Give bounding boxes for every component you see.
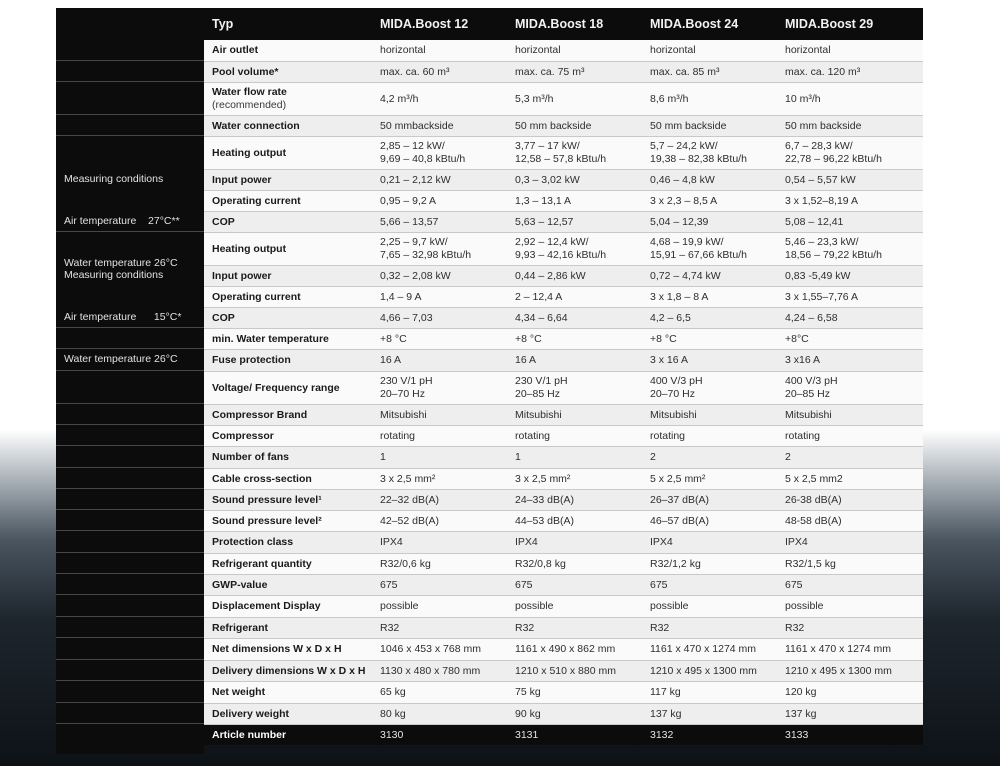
column-header: MIDA.Boost 24 [642, 8, 777, 40]
group-1-line: Water temperature 26°C [64, 257, 178, 269]
cell-value: 4,2 – 6,5 [642, 307, 777, 328]
table-row [204, 468, 923, 489]
cell-value: +8 °C [372, 328, 507, 349]
group-1-line: Air temperature 27°C** [64, 215, 180, 227]
table-row [204, 307, 923, 328]
article-number-value: 3133 [777, 724, 923, 745]
cell-value [642, 136, 777, 169]
cell-value: 10 m³/h [777, 82, 923, 115]
row-label: Voltage/ Frequency range [204, 371, 372, 404]
cell-value [372, 371, 507, 404]
table-row [204, 553, 923, 574]
cell-value: 1,4 – 9 A [372, 286, 507, 307]
group-1-line: Measuring conditions [64, 173, 164, 185]
row-label: Sound pressure level¹ [204, 489, 372, 510]
cell-value: 5,04 – 12,39 [642, 211, 777, 232]
table-row [204, 404, 923, 425]
cell-value: 50 mm backside [777, 115, 923, 136]
left-column-separator [56, 488, 204, 489]
cell-value: Mitsubishi [507, 404, 642, 425]
row-label: Cable cross-section [204, 468, 372, 489]
cell-value: IPX4 [642, 531, 777, 553]
cell-value: rotating [777, 425, 923, 446]
left-column-separator [56, 135, 204, 136]
cell-value: 0,3 – 3,02 kW [507, 169, 642, 190]
cell-value: horizontal [507, 40, 642, 61]
cell-line: 5,46 – 23,3 kW/ [785, 235, 859, 248]
cell-value: 44–53 dB(A) [507, 510, 642, 531]
cell-value: 1210 x 495 x 1300 mm [777, 660, 923, 681]
left-column-separator [56, 594, 204, 595]
cell-value: 1,3 – 13,1 A [507, 190, 642, 211]
cell-value: possible [507, 595, 642, 617]
cell-value: 3 x 16 A [642, 349, 777, 371]
cell-value: 22–32 dB(A) [372, 489, 507, 510]
cell-value [642, 371, 777, 404]
left-column-separator [56, 723, 204, 724]
cell-value: possible [372, 595, 507, 617]
table-row [204, 190, 923, 211]
cell-value: 1 [372, 446, 507, 468]
cell-line: 400 V/3 pH [785, 374, 838, 387]
cell-value: 1210 x 495 x 1300 mm [642, 660, 777, 681]
cell-value: horizontal [372, 40, 507, 61]
group-2-line: Measuring conditions [64, 269, 164, 281]
cell-line: 18,56 – 79,22 kBtu/h [785, 248, 882, 261]
row-label: Delivery dimensions W x D x H [204, 660, 372, 681]
cell-line: 3,77 – 17 kW/ [515, 139, 580, 152]
table-row [204, 265, 923, 286]
cell-value: 5 x 2,5 mm² [642, 468, 777, 489]
row-label: Refrigerant [204, 617, 372, 638]
row-label: Net weight [204, 681, 372, 703]
cell-value: 137 kg [642, 703, 777, 724]
specification-table [204, 8, 923, 745]
cell-value: 50 mmbackside [372, 115, 507, 136]
cell-value: IPX4 [777, 531, 923, 553]
cell-value: 4,34 – 6,64 [507, 307, 642, 328]
cell-value: 0,95 – 9,2 A [372, 190, 507, 211]
cell-value: rotating [642, 425, 777, 446]
table-row [204, 115, 923, 136]
row-label: Heating output [204, 232, 372, 265]
table-row [204, 446, 923, 468]
cell-value: Mitsubishi [777, 404, 923, 425]
table-row [204, 681, 923, 703]
cell-value: 65 kg [372, 681, 507, 703]
cell-value: R32 [642, 617, 777, 638]
table-row [204, 82, 923, 115]
row-label [204, 82, 372, 115]
cell-value: R32/0,6 kg [372, 553, 507, 574]
table-row [204, 531, 923, 553]
row-label: Protection class [204, 531, 372, 553]
table-row [204, 703, 923, 724]
cell-line: 20–85 Hz [515, 387, 560, 400]
cell-value: 0,54 – 5,57 kW [777, 169, 923, 190]
left-column-separator [56, 114, 204, 115]
cell-line: 12,58 – 57,8 kBtu/h [515, 152, 607, 165]
cell-value: max. ca. 60 m³ [372, 61, 507, 82]
cell-value: 80 kg [372, 703, 507, 724]
cell-value: 0,72 – 4,74 kW [642, 265, 777, 286]
row-label: Compressor [204, 425, 372, 446]
cell-value: 26–37 dB(A) [642, 489, 777, 510]
cell-value [507, 136, 642, 169]
cell-value: Mitsubishi [372, 404, 507, 425]
table-row [204, 638, 923, 660]
table-row [204, 489, 923, 510]
article-number-value: 3132 [642, 724, 777, 745]
cell-value [777, 232, 923, 265]
cell-value: 0,44 – 2,86 kW [507, 265, 642, 286]
row-label: Net dimensions W x D x H [204, 638, 372, 660]
column-header: MIDA.Boost 29 [777, 8, 923, 40]
cell-value: max. ca. 75 m³ [507, 61, 642, 82]
cell-value: R32/1,2 kg [642, 553, 777, 574]
cell-value: 675 [507, 574, 642, 595]
cell-line: 2,25 – 9,7 kW/ [380, 235, 448, 248]
cell-value: 50 mm backside [642, 115, 777, 136]
table-row [204, 617, 923, 638]
cell-value: 675 [777, 574, 923, 595]
cell-value: 3 x16 A [777, 349, 923, 371]
row-label: Displacement Display [204, 595, 372, 617]
table-row [204, 510, 923, 531]
left-column-separator [56, 467, 204, 468]
row-label: Heating output [204, 136, 372, 169]
left-column-separator [56, 573, 204, 574]
cell-line: 230 V/1 pH [380, 374, 433, 387]
cell-value: 90 kg [507, 703, 642, 724]
cell-value: 5,08 – 12,41 [777, 211, 923, 232]
cell-value: +8 °C [507, 328, 642, 349]
cell-value: 117 kg [642, 681, 777, 703]
table-row [204, 371, 923, 404]
cell-value: 46–57 dB(A) [642, 510, 777, 531]
row-label: Input power [204, 169, 372, 190]
cell-value: 3 x 1,52–8,19 A [777, 190, 923, 211]
cell-value: 4,2 m³/h [372, 82, 507, 115]
cell-value: R32/1,5 kg [777, 553, 923, 574]
measuring-conditions-column [56, 8, 204, 754]
cell-value: 0,46 – 4,8 kW [642, 169, 777, 190]
cell-value: 137 kg [777, 703, 923, 724]
left-column-separator [56, 81, 204, 82]
cell-line: 4,68 – 19,9 kW/ [650, 235, 724, 248]
cell-value: 0,32 – 2,08 kW [372, 265, 507, 286]
cell-value: R32 [777, 617, 923, 638]
cell-value: 1 [507, 446, 642, 468]
row-label: Pool volume* [204, 61, 372, 82]
cell-value [777, 371, 923, 404]
row-label: COP [204, 307, 372, 328]
cell-line: 15,91 – 67,66 kBtu/h [650, 248, 747, 261]
cell-line: 22,78 – 96,22 kBtu/h [785, 152, 882, 165]
table-row [204, 660, 923, 681]
left-column-separator [56, 370, 204, 371]
article-number-row [204, 724, 923, 745]
table-row [204, 40, 923, 61]
table-row [204, 425, 923, 446]
cell-value: horizontal [777, 40, 923, 61]
cell-value: 8,6 m³/h [642, 82, 777, 115]
cell-value: 3 x 2,3 – 8,5 A [642, 190, 777, 211]
cell-value: R32 [507, 617, 642, 638]
cell-value: 5,63 – 12,57 [507, 211, 642, 232]
table-row [204, 232, 923, 265]
table-row [204, 211, 923, 232]
table-row [204, 595, 923, 617]
cell-value: horizontal [642, 40, 777, 61]
cell-value [372, 136, 507, 169]
cell-line: 5,7 – 24,2 kW/ [650, 139, 718, 152]
cell-value: 4,24 – 6,58 [777, 307, 923, 328]
table-row [204, 328, 923, 349]
cell-line: 20–70 Hz [380, 387, 425, 400]
cell-value: 2 [642, 446, 777, 468]
row-label: Water connection [204, 115, 372, 136]
cell-value: 24–33 dB(A) [507, 489, 642, 510]
row-label: Article number [204, 724, 372, 745]
cell-value: +8°C [777, 328, 923, 349]
left-column-separator [56, 60, 204, 61]
cell-value: 1046 x 453 x 768 mm [372, 638, 507, 660]
cell-line: 6,7 – 28,3 kW/ [785, 139, 853, 152]
cell-value: 26-38 dB(A) [777, 489, 923, 510]
row-label: Number of fans [204, 446, 372, 468]
table-row [204, 136, 923, 169]
cell-value: possible [642, 595, 777, 617]
cell-line: 20–70 Hz [650, 387, 695, 400]
left-column-separator [56, 552, 204, 553]
cell-value: max. ca. 85 m³ [642, 61, 777, 82]
cell-value: IPX4 [507, 531, 642, 553]
cell-value: 16 A [507, 349, 642, 371]
cell-value: R32 [372, 617, 507, 638]
row-label: Delivery weight [204, 703, 372, 724]
row-label-text: Water flow rate [212, 85, 287, 98]
left-column-separator [56, 509, 204, 510]
cell-value: possible [777, 595, 923, 617]
row-label: Operating current [204, 286, 372, 307]
column-header: MIDA.Boost 12 [372, 8, 507, 40]
cell-value: 3 x 1,8 – 8 A [642, 286, 777, 307]
cell-value: 1210 x 510 x 880 mm [507, 660, 642, 681]
left-column-separator [56, 616, 204, 617]
cell-value [777, 136, 923, 169]
left-column-separator [56, 231, 204, 232]
cell-value: rotating [507, 425, 642, 446]
cell-value: 16 A [372, 349, 507, 371]
cell-value: 1161 x 470 x 1274 mm [642, 638, 777, 660]
left-column-separator [56, 327, 204, 328]
article-number-value: 3130 [372, 724, 507, 745]
cell-line: 230 V/1 pH [515, 374, 568, 387]
cell-value: rotating [372, 425, 507, 446]
article-number-value: 3131 [507, 724, 642, 745]
left-column-separator [56, 659, 204, 660]
cell-value: max. ca. 120 m³ [777, 61, 923, 82]
cell-value: 42–52 dB(A) [372, 510, 507, 531]
row-label: Fuse protection [204, 349, 372, 371]
cell-value: 1161 x 470 x 1274 mm [777, 638, 923, 660]
cell-value: 675 [372, 574, 507, 595]
cell-value [507, 232, 642, 265]
column-header: Typ [204, 8, 372, 40]
left-column-separator [56, 680, 204, 681]
left-column-separator [56, 348, 204, 349]
cell-line: 9,93 – 42,16 kBtu/h [515, 248, 607, 261]
row-label-subtext: (recommended) [212, 98, 287, 111]
cell-value: 3 x 1,55–7,76 A [777, 286, 923, 307]
cell-value: 3 x 2,5 mm² [507, 468, 642, 489]
cell-line: 20–85 Hz [785, 387, 830, 400]
cell-value: 5 x 2,5 mm2 [777, 468, 923, 489]
cell-value [642, 232, 777, 265]
table-row [204, 286, 923, 307]
row-label: min. Water temperature [204, 328, 372, 349]
row-label: Air outlet [204, 40, 372, 61]
cell-value: 4,66 – 7,03 [372, 307, 507, 328]
table-body [204, 40, 923, 745]
group-2-line: Water temperature 26°C [64, 353, 178, 365]
cell-value: 48-58 dB(A) [777, 510, 923, 531]
cell-value: 1130 x 480 x 780 mm [372, 660, 507, 681]
cell-value: R32/0,8 kg [507, 553, 642, 574]
cell-value: 5,66 – 13,57 [372, 211, 507, 232]
row-label: COP [204, 211, 372, 232]
cell-line: 7,65 – 32,98 kBtu/h [380, 248, 472, 261]
group-2-line: Air temperature 15°C* [64, 311, 182, 323]
cell-value: Mitsubishi [642, 404, 777, 425]
cell-value [507, 371, 642, 404]
cell-value: +8 °C [642, 328, 777, 349]
table-row [204, 574, 923, 595]
cell-line: 2,92 – 12,4 kW/ [515, 235, 589, 248]
left-column-separator [56, 637, 204, 638]
cell-value: 75 kg [507, 681, 642, 703]
row-label: Input power [204, 265, 372, 286]
cell-value: 5,3 m³/h [507, 82, 642, 115]
cell-value: 2 [777, 446, 923, 468]
header-row [204, 8, 923, 40]
cell-value: IPX4 [372, 531, 507, 553]
column-header: MIDA.Boost 18 [507, 8, 642, 40]
left-column-separator [56, 445, 204, 446]
cell-line: 2,85 – 12 kW/ [380, 139, 445, 152]
cell-value: 1161 x 490 x 862 mm [507, 638, 642, 660]
row-label: Sound pressure level² [204, 510, 372, 531]
cell-value: 120 kg [777, 681, 923, 703]
cell-value: 50 mm backside [507, 115, 642, 136]
row-label: GWP-value [204, 574, 372, 595]
cell-value: 0,21 – 2,12 kW [372, 169, 507, 190]
row-label: Compressor Brand [204, 404, 372, 425]
cell-value: 2 – 12,4 A [507, 286, 642, 307]
cell-value: 0,83 -5,49 kW [777, 265, 923, 286]
table-row [204, 349, 923, 371]
cell-line: 9,69 – 40,8 kBtu/h [380, 152, 466, 165]
cell-line: 19,38 – 82,38 kBtu/h [650, 152, 747, 165]
spec-sheet [56, 8, 923, 754]
row-label: Operating current [204, 190, 372, 211]
row-label: Refrigerant quantity [204, 553, 372, 574]
cell-value: 675 [642, 574, 777, 595]
cell-value [372, 232, 507, 265]
table-row [204, 169, 923, 190]
left-column-separator [56, 403, 204, 404]
left-column-separator [56, 530, 204, 531]
cell-line: 400 V/3 pH [650, 374, 703, 387]
left-column-separator [56, 424, 204, 425]
table-row [204, 61, 923, 82]
left-column-separator [56, 702, 204, 703]
cell-value: 3 x 2,5 mm² [372, 468, 507, 489]
